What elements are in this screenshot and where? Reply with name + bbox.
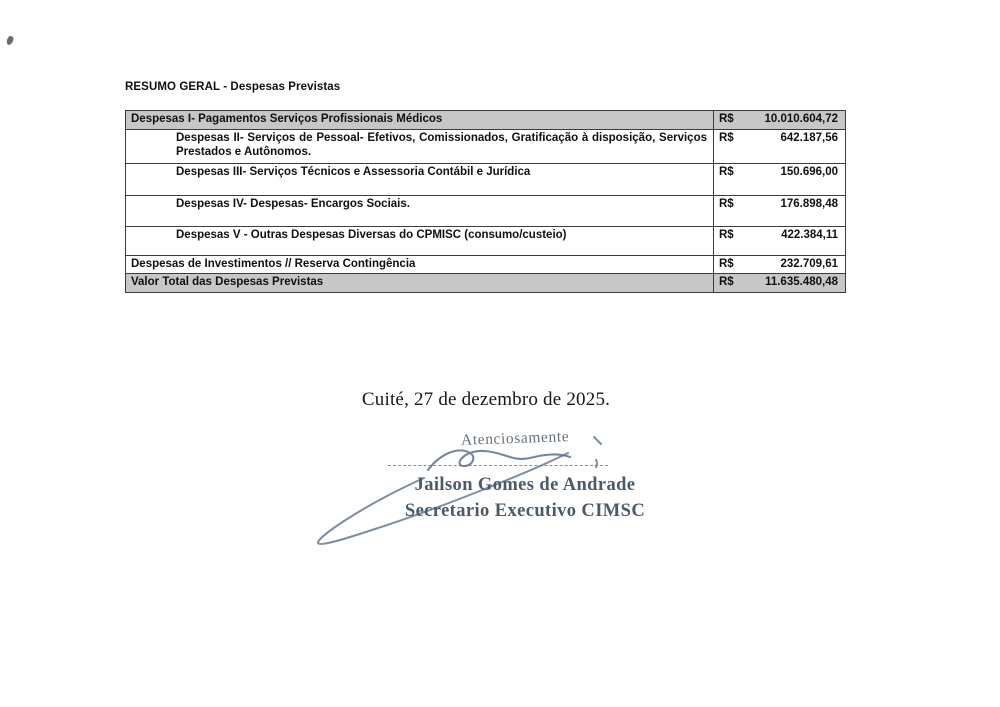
expense-label: Despesas de Investimentos // Reserva Contingência [126, 256, 714, 274]
currency-symbol: R$ [719, 257, 734, 270]
amount: 642.187,56 [780, 131, 838, 144]
currency-symbol: R$ [719, 165, 734, 178]
table-row [126, 163, 845, 195]
document-title: RESUMO GERAL - Despesas Previstas [125, 81, 341, 93]
expense-label: Despesas II- Serviços de Pessoal- Efetivos, Comissionados, Gratificação à disposição, Serviços Prestados e Autônomos. [126, 130, 714, 163]
expense-label: Despesas I- Pagamentos Serviços Profissionais Médicos [126, 111, 714, 129]
table-row [126, 255, 845, 274]
closing-text: Atenciosamente [460, 428, 570, 449]
amount: 11.635.480,48 [765, 276, 838, 289]
expense-label: Despesas IV- Despesas- Encargos Sociais. [126, 196, 714, 226]
signer-name: Jailson Gomes de Andrade [414, 475, 636, 495]
currency-symbol: R$ [719, 228, 734, 241]
expenses-table [125, 110, 846, 293]
table-row [126, 195, 845, 226]
amount: 422.384,11 [781, 228, 838, 241]
amount: 232.709,61 [780, 257, 838, 270]
expense-value [714, 196, 845, 226]
expense-value [714, 111, 845, 129]
amount: 150.696,00 [780, 165, 838, 178]
currency-symbol: R$ [719, 113, 734, 125]
signature-line [388, 453, 608, 466]
expense-value [714, 164, 845, 195]
table-row [126, 226, 845, 255]
table-row [126, 129, 845, 163]
table-row [126, 111, 845, 129]
expense-label: Despesas III- Serviços Técnicos e Assessoria Contábil e Jurídica [126, 164, 714, 195]
table-row [126, 273, 845, 292]
expense-value [714, 256, 845, 274]
scan-artifact [6, 35, 14, 45]
amount: 176.898,48 [780, 197, 838, 210]
expense-value [714, 274, 845, 292]
expense-value [714, 130, 845, 163]
currency-symbol: R$ [719, 197, 734, 210]
expense-label: Despesas V - Outras Despesas Diversas do CPMISC (consumo/custeio) [126, 227, 714, 255]
signer-title: Secretario Executivo CIMSC [404, 501, 646, 521]
expense-value [714, 227, 845, 255]
expense-label: Valor Total das Despesas Previstas [126, 274, 714, 292]
date-line: Cuité, 27 de dezembro de 2025. [361, 389, 611, 410]
currency-symbol: R$ [719, 131, 734, 144]
amount: 10.010.604,72 [764, 113, 838, 125]
currency-symbol: R$ [719, 276, 734, 289]
